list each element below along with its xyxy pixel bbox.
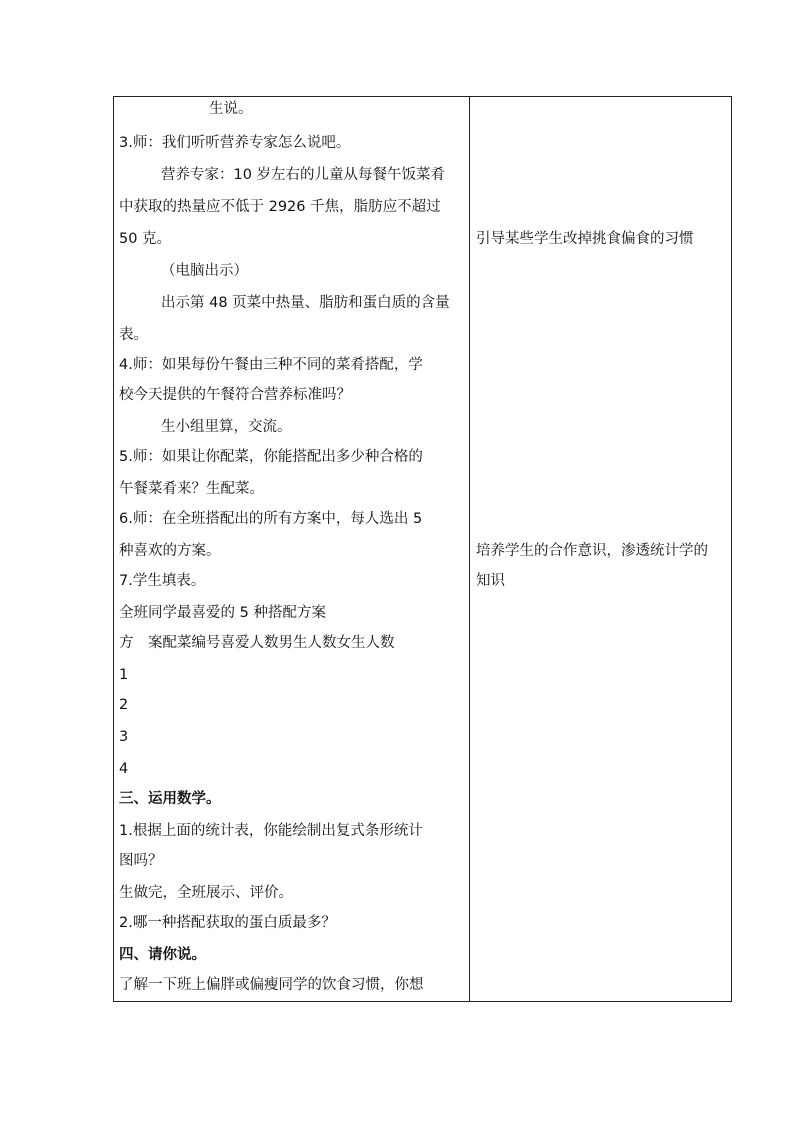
row-number: 3 [119, 729, 129, 745]
section-heading: 三、运用数学。 [119, 791, 221, 807]
text-line: 种喜欢的方案。 [119, 543, 221, 559]
row-number: 2 [119, 697, 129, 713]
text-line: 表。 [119, 327, 148, 343]
intent-note: 知识 [476, 573, 505, 589]
text-line: （电脑出示） [161, 263, 248, 279]
intent-note: 引导某些学生改掉挑食偏食的习惯 [476, 231, 694, 247]
text-line: 生说。 [209, 101, 253, 117]
table-header-line: 方 案配菜编号喜爱人数男生人数女生人数 [119, 635, 395, 651]
text-line: 生做完，全班展示、评价。 [119, 885, 293, 901]
text-line: 5.师：如果让你配菜，你能搭配出多少种合格的 [119, 449, 423, 465]
column-divider [469, 97, 470, 1001]
text-line: 2.哪一种搭配获取的蛋白质最多？ [119, 915, 336, 931]
text-line: 中获取的热量应不低于 2926 千焦，脂肪应不超过 [119, 199, 441, 215]
text-line: 图吗？ [119, 853, 163, 869]
text-line: 午餐菜肴来？生配菜。 [119, 481, 264, 497]
text-line: 6.师：在全班搭配出的所有方案中，每人选出 5 [119, 511, 423, 527]
text-line: 50 克。 [119, 231, 172, 247]
text-line: 1.根据上面的统计表，你能绘制出复式条形统计 [119, 823, 423, 839]
text-line: 全班同学最喜爱的 5 种搭配方案 [119, 605, 326, 621]
text-line: 7.学生填表。 [119, 573, 206, 589]
text-line: 3.师：我们听听营养专家怎么说吧。 [119, 135, 351, 151]
text-line: 4.师：如果每份午餐由三种不同的菜肴搭配，学 [119, 357, 423, 373]
text-line: 校今天提供的午餐符合营养标准吗？ [119, 387, 351, 403]
text-line: 了解一下班上偏胖或偏瘦同学的饮食习惯，你想 [119, 977, 424, 993]
text-line: 生小组里算，交流。 [161, 419, 292, 435]
text-line: 营养专家：10 岁左右的儿童从每餐午饭菜肴 [161, 167, 446, 183]
row-number: 4 [119, 761, 129, 777]
section-heading: 四、请你说。 [119, 947, 206, 963]
lesson-table [113, 96, 732, 1002]
intent-note: 培养学生的合作意识，渗透统计学的 [476, 543, 708, 559]
text-line: 出示第 48 页菜中热量、脂肪和蛋白质的含量 [161, 295, 450, 311]
row-number: 1 [119, 667, 129, 683]
